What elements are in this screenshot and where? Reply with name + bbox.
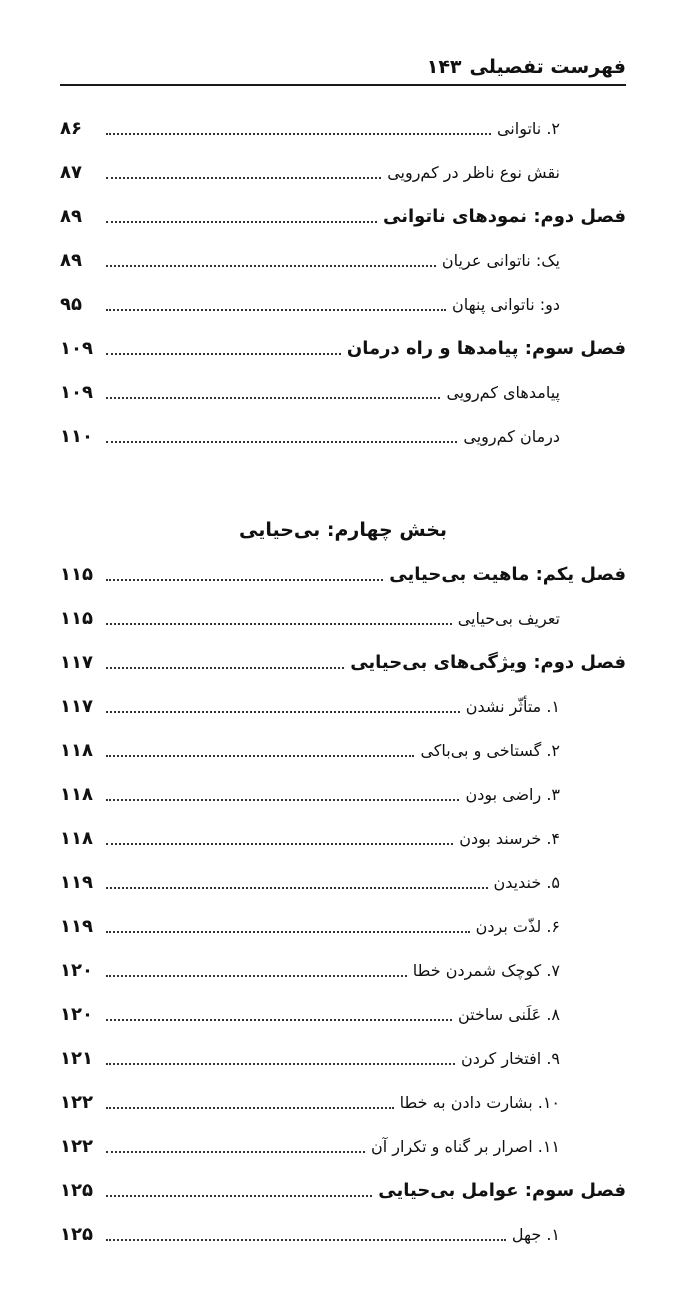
dot-leader [106, 931, 470, 933]
toc-page-number: ۱۲۰ [60, 959, 93, 981]
toc-entry-row [60, 238, 626, 282]
toc-chapter-row [60, 552, 626, 596]
toc-entry-row [60, 992, 626, 1036]
dot-leader [106, 221, 377, 223]
toc-entry-row [60, 684, 626, 728]
toc-entry-label: درمان کم‌رویی [463, 426, 560, 446]
toc-entry-row [60, 1036, 626, 1080]
toc-page-number: ۸۹ [60, 205, 82, 227]
toc-entry-label: پیامدهای کم‌رویی [446, 382, 560, 402]
dot-leader [106, 177, 381, 179]
toc-page-number: ۱۲۵ [60, 1223, 93, 1245]
toc-entry-label: ۷. کوچک شمردن خطا [412, 960, 560, 980]
toc-entry-row [60, 414, 626, 458]
toc-chapter-row [60, 1168, 626, 1212]
toc-entry-label: فصل سوم: عوامل بی‌حیایی [378, 1179, 626, 1201]
toc-entry-row [60, 1212, 626, 1256]
toc-page-number: ۱۱۸ [60, 739, 93, 761]
toc-entry-label: فصل دوم: نمودهای ناتوانی [383, 205, 626, 227]
dot-leader [106, 1151, 365, 1153]
toc-entry-row [60, 904, 626, 948]
toc-entry-row [60, 596, 626, 640]
section-title: بخش چهارم: بی‌حیایی [238, 519, 448, 541]
toc-entry-row [60, 370, 626, 414]
toc-entry-row [60, 1124, 626, 1168]
dot-leader [106, 353, 341, 355]
dot-leader [106, 799, 459, 801]
dot-leader [106, 755, 414, 757]
toc-entry-row [60, 772, 626, 816]
dot-leader [106, 975, 407, 977]
toc-entry-row [60, 150, 626, 194]
dot-leader [106, 711, 460, 713]
dot-leader [106, 1019, 452, 1021]
toc-page-number: ۱۲۲ [60, 1135, 93, 1157]
toc-part-4 [60, 552, 626, 1256]
toc-entry-label: ۱. متأثّر نشدن [465, 696, 560, 716]
toc-page-number: ۸۶ [60, 117, 82, 139]
toc-page-number: ۱۱۹ [60, 871, 93, 893]
dot-leader [106, 265, 436, 267]
toc-entry-row [60, 728, 626, 772]
toc-entry-label: دو: ناتوانی پنهان [452, 294, 560, 314]
toc-entry-row [60, 948, 626, 992]
toc-entry-label: فصل یکم: ماهیت بی‌حیایی [389, 563, 626, 585]
toc-entry-label: تعریف بی‌حیایی [457, 608, 560, 628]
toc-entry-label: ۴. خرسند بودن [459, 828, 560, 848]
toc-entry-label: یک: ناتوانی عریان [441, 250, 560, 270]
dot-leader [106, 441, 457, 443]
toc-entry-row [60, 282, 626, 326]
dot-leader [106, 843, 453, 845]
dot-leader [106, 309, 446, 311]
toc-chapter-row [60, 326, 626, 370]
dot-leader [106, 623, 452, 625]
toc-chapter-row [60, 640, 626, 684]
toc-page-number: ۱۲۰ [60, 1003, 93, 1025]
dot-leader [106, 887, 488, 889]
toc-entry-row [60, 860, 626, 904]
toc-page-number: ۱۱۰ [60, 425, 93, 447]
toc-entry-label: ۲. گستاخی و بی‌باکی [420, 740, 560, 760]
toc-entry-row [60, 1080, 626, 1124]
table-of-contents [60, 106, 626, 1256]
toc-page-number: ۱۰۹ [60, 381, 93, 403]
toc-entry-label: نقش نوع ناظر در کم‌رویی [387, 162, 560, 182]
toc-page-number: ۱۲۵ [60, 1179, 93, 1201]
toc-page-number: ۱۱۷ [60, 651, 93, 673]
toc-page-number: ۱۱۸ [60, 783, 93, 805]
dot-leader [106, 579, 383, 581]
toc-entry-label: ۶. لذّت بردن [475, 916, 560, 936]
toc-page-number: ۱۱۹ [60, 915, 93, 937]
dot-leader [106, 1063, 455, 1065]
dot-leader [106, 667, 344, 669]
toc-entry-label: فصل سوم: پیامدها و راه درمان [346, 337, 626, 359]
toc-page-number: ۱۱۵ [60, 563, 93, 585]
toc-chapter-row [60, 194, 626, 238]
toc-entry-row [60, 816, 626, 860]
toc-entry-label: ۵. خندیدن [493, 872, 560, 892]
header-title: فهرست تفصیلی [469, 56, 626, 78]
toc-entry-label: ۳. راضی بودن [465, 784, 560, 804]
toc-page-number: ۱۲۲ [60, 1091, 93, 1113]
toc-page-number: ۹۵ [60, 293, 82, 315]
running-header [60, 50, 626, 86]
toc-entry-label: ۹. افتخار کردن [460, 1048, 560, 1068]
toc-page-number: ۱۱۷ [60, 695, 93, 717]
toc-page-number: ۱۲۱ [60, 1047, 93, 1069]
toc-page-number: ۸۷ [60, 161, 82, 183]
dot-leader [106, 1107, 394, 1109]
dot-leader [106, 1195, 372, 1197]
toc-entry-label: فصل دوم: ویژگی‌های بی‌حیایی [350, 651, 626, 673]
toc-entry-row [60, 106, 626, 150]
toc-entry-label: ۲. ناتوانی [496, 118, 560, 138]
toc-part-3-tail [60, 106, 626, 458]
toc-entry-label: ۱. جهل [511, 1224, 560, 1244]
toc-entry-label: ۱۱. اصرار بر گناه و تکرار آن [370, 1136, 560, 1156]
dot-leader [106, 397, 440, 399]
toc-page-number: ۸۹ [60, 249, 82, 271]
dot-leader [106, 133, 491, 135]
header-page-number: ۱۴۳ [426, 56, 462, 78]
toc-page-number: ۱۰۹ [60, 337, 93, 359]
toc-entry-label: ۱۰. بشارت دادن به خطا [399, 1092, 560, 1112]
toc-entry-label: ۸. عَلَنی ساختن [457, 1004, 560, 1024]
dot-leader [106, 1239, 506, 1241]
toc-page-number: ۱۱۸ [60, 827, 93, 849]
toc-page-number: ۱۱۵ [60, 607, 93, 629]
